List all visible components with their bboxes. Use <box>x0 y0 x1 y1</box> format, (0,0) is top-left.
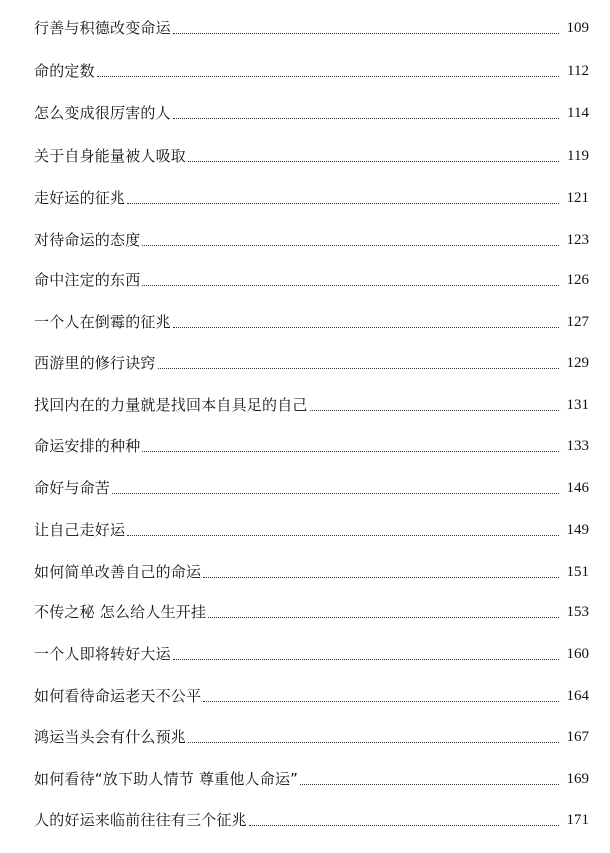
toc-dot-leader <box>173 118 559 119</box>
toc-page-number: 126 <box>566 272 589 288</box>
toc-entry-title: 如何看待“放下助人情节 尊重他人命运” <box>34 770 299 788</box>
toc-page-number: 146 <box>566 480 589 496</box>
toc-entry-title: 鸿运当头会有什么预兆 <box>34 728 187 746</box>
toc-dot-leader <box>173 659 559 660</box>
toc-entry[interactable] <box>34 389 589 415</box>
toc-dot-leader <box>127 535 559 536</box>
toc-entry[interactable] <box>34 12 589 38</box>
toc-page-number: 123 <box>566 232 589 248</box>
toc-entry[interactable] <box>34 472 589 498</box>
toc-page-number: 167 <box>566 729 589 745</box>
toc-entry[interactable] <box>34 804 589 830</box>
toc-dot-leader <box>127 203 559 204</box>
toc-dot-leader <box>188 742 559 743</box>
toc-entry-title: 命的定数 <box>34 62 95 80</box>
toc-entry-title: 走好运的征兆 <box>34 189 126 207</box>
toc-entry[interactable] <box>34 556 589 582</box>
toc-page-number: 119 <box>567 148 589 164</box>
toc-entry-title: 行善与积德改变命运 <box>34 19 171 37</box>
toc-entry-title: 命中注定的东西 <box>34 271 141 289</box>
toc-entry-title: 对待命运的态度 <box>34 231 141 249</box>
toc-entry-title: 让自己走好运 <box>34 521 126 539</box>
toc-page-number: 109 <box>566 20 589 36</box>
toc-entry-title: 命好与命苦 <box>34 479 111 497</box>
toc-page-number: 133 <box>566 438 589 454</box>
toc-dot-leader <box>208 617 559 618</box>
toc-page-number: 121 <box>566 190 589 206</box>
toc-entry[interactable] <box>34 140 589 166</box>
toc-dot-leader <box>203 701 559 702</box>
toc-page-number: 160 <box>566 646 589 662</box>
toc-page-number: 151 <box>566 564 589 580</box>
toc-entry-title: 不传之秘 怎么给人生开挂 <box>34 603 207 621</box>
toc-page-number: 171 <box>566 812 589 828</box>
toc-dot-leader <box>310 410 559 411</box>
toc-page-number: 153 <box>566 604 589 620</box>
toc-entry[interactable] <box>34 347 589 373</box>
toc-entry[interactable] <box>34 97 589 123</box>
toc-dot-leader <box>249 825 559 826</box>
toc-dot-leader <box>173 327 559 328</box>
toc-dot-leader <box>173 33 559 34</box>
toc-dot-leader <box>300 784 559 785</box>
toc-entry[interactable] <box>34 55 589 81</box>
toc-page-number: 114 <box>567 105 589 121</box>
toc-dot-leader <box>158 368 559 369</box>
toc-dot-leader <box>142 451 559 452</box>
toc-page-number: 169 <box>566 771 589 787</box>
toc-dot-leader <box>203 577 559 578</box>
toc-page-number: 112 <box>567 63 589 79</box>
toc-entry-title: 一个人在倒霉的征兆 <box>34 313 171 331</box>
toc-entry[interactable] <box>34 224 589 250</box>
toc-dot-leader <box>112 493 559 494</box>
toc-entry[interactable] <box>34 763 589 789</box>
toc-entry[interactable] <box>34 430 589 456</box>
toc-page-number: 127 <box>566 314 589 330</box>
toc-dot-leader <box>188 161 559 162</box>
toc-page-number: 149 <box>566 522 589 538</box>
toc-entry[interactable] <box>34 721 589 747</box>
toc-entry-title: 如何简单改善自己的命运 <box>34 563 202 581</box>
toc-page-number: 129 <box>566 355 589 371</box>
toc-entry[interactable] <box>34 680 589 706</box>
toc-page-number: 131 <box>566 397 589 413</box>
toc-entry-title: 找回内在的力量就是找回本自具足的自己 <box>34 396 308 414</box>
toc-dot-leader <box>142 285 559 286</box>
toc-entry-title: 西游里的修行诀窍 <box>34 354 156 372</box>
toc-entry[interactable] <box>34 264 589 290</box>
toc-dot-leader <box>142 245 559 246</box>
toc-entry-title: 关于自身能量被人吸取 <box>34 147 187 165</box>
toc-dot-leader <box>97 76 559 77</box>
toc-entry-title: 如何看待命运老天不公平 <box>34 687 202 705</box>
toc-entry[interactable] <box>34 596 589 622</box>
toc-entry-title: 一个人即将转好大运 <box>34 645 171 663</box>
toc-entry[interactable] <box>34 638 589 664</box>
toc-entry-title: 人的好运来临前往往有三个征兆 <box>34 811 247 829</box>
toc-entry-title: 怎么变成很厉害的人 <box>34 104 171 122</box>
toc-entry[interactable] <box>34 514 589 540</box>
toc-page-number: 164 <box>566 688 589 704</box>
toc-entry-title: 命运安排的种种 <box>34 437 141 455</box>
toc-entry[interactable] <box>34 306 589 332</box>
toc-entry[interactable] <box>34 182 589 208</box>
